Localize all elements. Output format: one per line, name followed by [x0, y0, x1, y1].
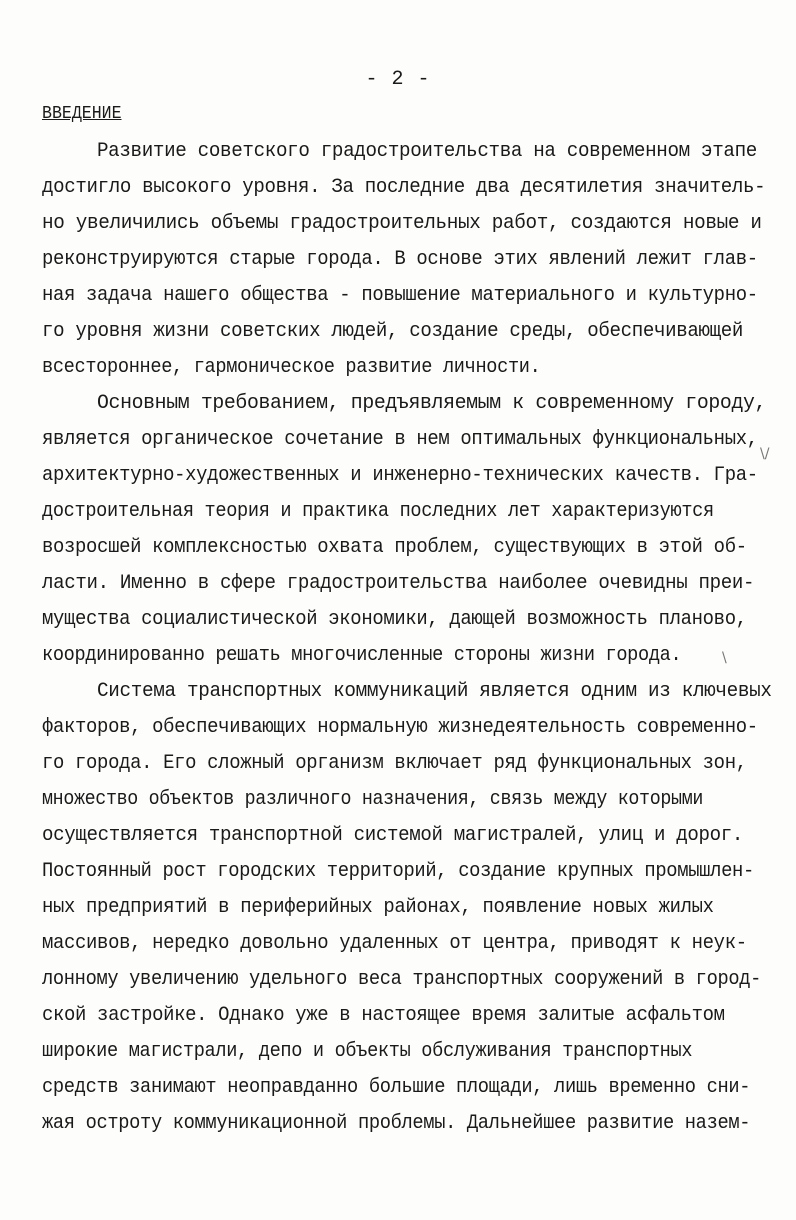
text-line: множество объектов различного назначения, связь между которыми — [42, 788, 704, 811]
text-line: го уровня жизни советских людей, создание среды, обеспечивающей — [42, 320, 744, 343]
text-line: массивов, нередко довольно удаленных от центра, приводят к неук- — [42, 932, 747, 955]
text-line: достроительная теория и практика последних лет характеризуются — [42, 500, 714, 523]
text-line: возросшей комплексностью охвата проблем, существующих в этой об- — [42, 536, 747, 559]
text-line: Развитие советского градостроительства на современном этапе — [97, 140, 757, 163]
text-line: является органическое сочетание в нем оптимальных функциональных, — [42, 428, 758, 451]
text-line: го города. Его сложный организм включает ряд функциональных зон, — [42, 752, 747, 775]
text-line: ная задача нашего общества - повышение материального и культурно- — [42, 284, 758, 307]
text-line: архитектурно-художественных и инженерно-технических качеств. Гра- — [42, 464, 758, 487]
text-line: мущества социалистической экономики, дающей возможность планово, — [42, 608, 747, 631]
text-line: Система транспортных коммуникаций является одним из ключевых — [97, 680, 772, 703]
section-heading: ВВЕДЕНИЕ — [42, 104, 122, 124]
page-number: - 2 - — [365, 68, 431, 91]
text-line: но увеличились объемы градостроительных работ, создаются новые и — [42, 212, 762, 235]
text-line: всестороннее, гармоническое развитие личности. — [42, 356, 541, 379]
text-line: реконструируются старые города. В основе этих явлений лежит глав- — [42, 248, 758, 271]
text-line: ской застройке. Однако уже в настоящее время залитые асфальтом — [42, 1004, 725, 1027]
text-line: жая остроту коммуникационной проблемы. Дальнейшее развитие назем- — [42, 1112, 751, 1135]
text-line: средств занимают неоправданно большие площади, лишь временно сни- — [42, 1076, 751, 1099]
margin-mark: \ — [722, 650, 727, 666]
text-line: лонному увеличению удельного веса транспортных сооружений в город- — [42, 968, 762, 991]
margin-mark: \/ — [760, 446, 770, 462]
text-line: координированно решать многочисленные стороны жизни города. — [42, 644, 682, 667]
text-line: достигло высокого уровня. За последние два десятилетия значитель- — [42, 176, 766, 199]
text-line: ласти. Именно в сфере градостроительства наиболее очевидны преи- — [42, 572, 755, 595]
text-line: широкие магистрали, депо и объекты обслуживания транспортных — [42, 1040, 693, 1063]
text-line: Постоянный рост городских территорий, создание крупных промышлен- — [42, 860, 754, 883]
text-line: Основным требованием, предъявляемым к современному городу, — [97, 392, 767, 415]
text-line: осуществляется транспортной системой магистралей, улиц и дорог. — [42, 824, 744, 847]
text-line: факторов, обеспечивающих нормальную жизнедеятельность современно- — [42, 716, 758, 739]
text-line: ных предприятий в периферийных районах, появление новых жилых — [42, 896, 714, 919]
